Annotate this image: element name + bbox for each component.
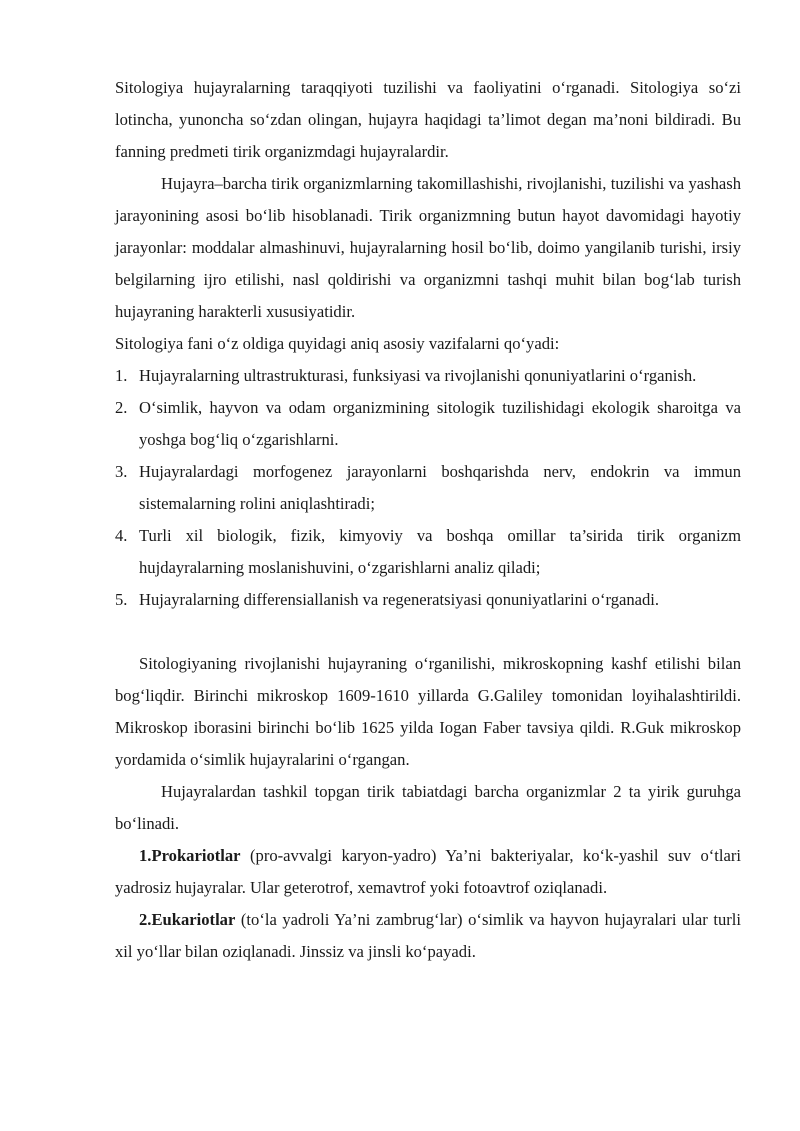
- paragraph-groups: Hujayralardan tashkil topgan tirik tabiatdagi barcha organizmlar 2 ta yirik guruhga bo‘linadi.: [115, 782, 741, 833]
- list-item-text: O‘simlik, hayvon va odam organizmining sitologik tuzilishidagi ekologik sharoitga va yoshga bog‘liq o‘zgarishlarni.: [139, 398, 741, 449]
- list-item-text: Hujayralarning ultrastrukturasi, funksiyasi va rivojlanishi qonuniyatlarini o‘rganish.: [139, 366, 697, 385]
- paragraph-intro: Sitologiya hujayralarning taraqqiyoti tuzilishi va faoliyatini o‘rganadi. Sitologiya so‘zi lotincha, yunoncha so‘zdan olingan, hujayra haqidagi ta’limot degan ma’noni bildiradi. Bu fanning predmeti tirik organizmdagi hujayralardir.: [115, 78, 741, 161]
- list-item-number: 4.: [115, 526, 128, 545]
- paragraph-eukaryotes: [115, 904, 741, 968]
- paragraph-spacer: [115, 616, 741, 648]
- prokaryotes-heading: 1.Prokariotlar: [139, 846, 241, 865]
- tasks-list: [115, 360, 741, 616]
- paragraph-cell-definition: Hujayra–barcha tirik organizmlarning takomillashishi, rivojlanishi, tuzilishi va yashash jarayonining asosi bo‘lib hisoblanadi. Tirik organizmning butun hayot davomidagi hayotiy jarayonlar: moddalar almashinuvi, hujayralarning hosil bo‘lib, doimo yangilanib turishi, irsiy belgilarning ijro etilishi, nasl qoldirishi va organizmni tashqi muhit bilan bog‘lab turish hujayraning harakterli xususiyatidir.: [115, 174, 741, 321]
- list-item-number: 2.: [115, 398, 128, 417]
- list-item-text: Hujayralardagi morfogenez jarayonlarni boshqarishda nerv, endokrin va immun sistemalarning rolini aniqlashtiradi;: [139, 462, 741, 513]
- list-item-number: 5.: [115, 590, 128, 609]
- list-item: [115, 520, 741, 584]
- list-item-text: Turli xil biologik, fizik, kimyoviy va boshqa omillar ta’sirida tirik organizm hujdayralarning moslanishuvini, o‘zgarishlarni analiz qiladi;: [139, 526, 741, 577]
- list-item: [115, 360, 741, 392]
- document-body: [115, 72, 741, 968]
- paragraph-tasks-intro: Sitologiya fani o‘z oldiga quyidagi aniq asosiy vazifalarni qo‘yadi:: [115, 334, 560, 353]
- paragraph-history: Sitologiyaning rivojlanishi hujayraning o‘rganilishi, mikroskopning kashf etilishi bilan bog‘liqdir. Birinchi mikroskop 1609-1610 yillarda G.Galiley tomonidan loyihalashtirildi. Mikroskop iborasini birinchi bo‘lib 1625 yilda Iogan Faber tavsiya qildi. R.Guk mikroskop yordamida o‘simlik hujayralarini o‘rgangan.: [115, 654, 741, 769]
- list-item-number: 3.: [115, 462, 128, 481]
- list-item: [115, 584, 741, 616]
- list-item: [115, 392, 741, 456]
- list-item-text: Hujayralarning differensiallanish va regeneratsiyasi qonuniyatlarini o‘rganadi.: [139, 590, 660, 609]
- paragraph-prokaryotes: [115, 840, 741, 904]
- eukaryotes-text: (to‘la yadroli Ya’ni zambrug‘lar) o‘simlik va hayvon hujayralari ular turli xil yo‘llar bilan oziqlanadi. Jinssiz va jinsli ko‘payadi.: [115, 910, 741, 961]
- list-item-number: 1.: [115, 366, 128, 385]
- list-item: [115, 456, 741, 520]
- prokaryotes-text: (pro-avvalgi karyon-yadro) Ya’ni bakteriyalar, ko‘k-yashil suv o‘tlari yadrosiz hujayralar. Ular geterotrof, xemavtrof yoki fotoavtrof oziqlanadi.: [115, 846, 741, 897]
- eukaryotes-heading: 2.Eukariotlar: [139, 910, 236, 929]
